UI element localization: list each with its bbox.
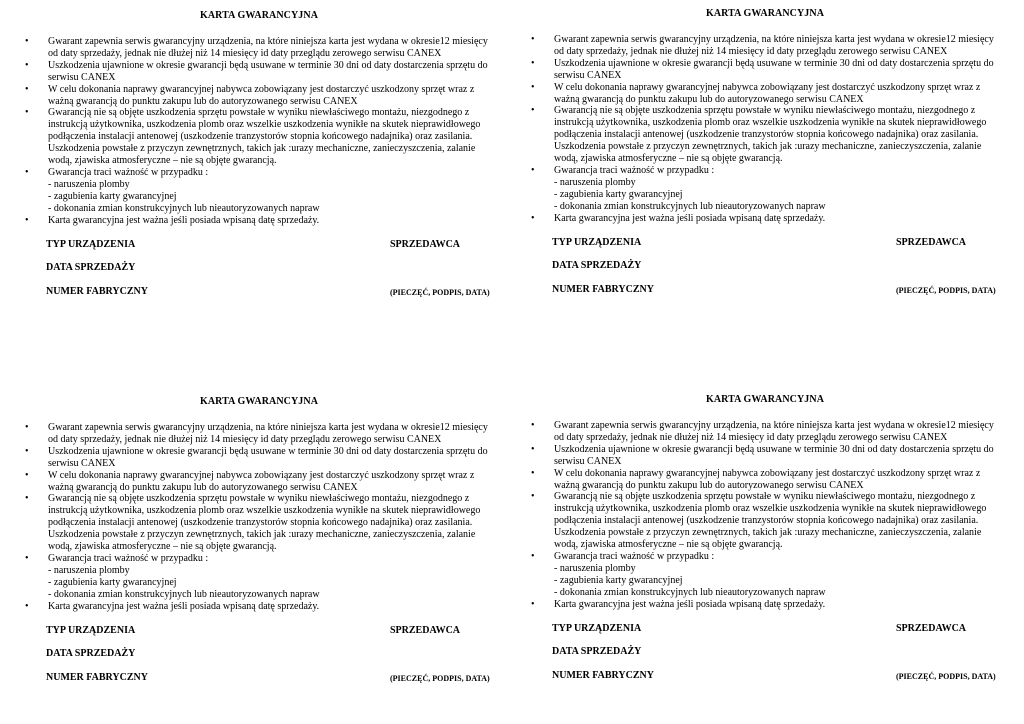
seller-label: SPRZEDAWCA: [896, 622, 967, 634]
warranty-fields: [24, 231, 494, 311]
bullet-icon: •: [531, 420, 535, 431]
warranty-term-item: [530, 165, 1000, 213]
warranty-term-line: wodą, zjawiska atmosferyczne – nie są objęte gwarancją.: [554, 539, 783, 551]
warranty-term-item: [24, 107, 494, 167]
warranty-term-line: Gwarancją nie są objęte uszkodzenia sprzętu powstałe w wyniku niewłaściwego montażu, niezgodnego z: [554, 105, 976, 117]
bullet-icon: •: [25, 469, 29, 481]
warranty-term-item: [24, 36, 494, 60]
bullet-icon: •: [531, 81, 535, 93]
sale-date-label: DATA SPRZEDAŻY: [46, 261, 136, 273]
bullet-icon: •: [531, 467, 535, 479]
bullet-icon: •: [531, 164, 535, 176]
stamp-signature-date-label: (PIECZĘĆ, PODPIS, DATA): [390, 287, 490, 297]
sale-date-label: DATA SPRZEDAŻY: [552, 259, 642, 271]
warranty-term-line: ważną gwarancją do punktu zakupu lub do autoryzowanego serwisu CANEX: [554, 479, 864, 491]
warranty-term-item: [530, 82, 1000, 106]
warranty-term-line: ważną gwarancją do punktu zakupu lub do autoryzowanego serwisu CANEX: [48, 95, 358, 107]
warranty-term-item: [24, 446, 494, 470]
warranty-term-line: - naruszenia plomby: [554, 176, 636, 188]
device-type-label: TYP URZĄDZENIA: [46, 238, 136, 250]
bullet-icon: •: [25, 600, 29, 612]
warranty-term-line: podłączenia instalacji antenowej (uszkodzenie tranzystorów stopnia końcowego nadajnika) oraz zasilania.: [554, 129, 979, 141]
bullet-icon: •: [25, 552, 29, 564]
warranty-terms-list: [24, 36, 494, 227]
warranty-term-line: Gwarant zapewnia serwis gwarancyjny urządzenia, na które niniejsza karta jest wydana w okresie12 miesięcy: [554, 34, 994, 45]
seller-label: SPRZEDAWCA: [896, 236, 967, 248]
bullet-icon: •: [25, 214, 29, 226]
warranty-term-item: [24, 167, 494, 215]
warranty-term-item: [24, 470, 494, 494]
warranty-card: [24, 10, 494, 311]
serial-number-label: NUMER FABRYCZNY: [46, 671, 148, 683]
warranty-term-line: W celu dokonania naprawy gwarancyjnej nabywca zobowiązany jest dostarczyć uszkodzony sprzęt wraz z: [554, 467, 981, 479]
warranty-term-line: od daty sprzedaży, jednak nie dłużej niż 14 miesięcy id daty przeglądu zerowego serwisu CANEX: [48, 433, 442, 445]
warranty-term-line: - zagubienia karty gwarancyjnej: [554, 188, 683, 200]
warranty-term-line: Karta gwarancyjna jest ważna jeśli posiada wpisaną datę sprzedaży.: [48, 600, 320, 612]
warranty-term-item: [530, 491, 1000, 551]
sale-date-label: DATA SPRZEDAŻY: [552, 645, 642, 657]
bullet-icon: •: [531, 105, 535, 117]
warranty-term-line: instrukcją użytkownika, uszkodzenia plomb oraz wszelkie uszkodzenia wynikłe na skutek nieprawidłowego: [554, 503, 987, 515]
device-type-label: TYP URZĄDZENIA: [552, 236, 642, 248]
warranty-term-line: - dokonania zmian konstrukcyjnych lub nieautoryzowanych napraw: [554, 586, 826, 598]
serial-number-label: NUMER FABRYCZNY: [552, 669, 654, 681]
warranty-term-item: [530, 599, 1000, 611]
warranty-term-item: [530, 34, 1000, 58]
warranty-term-item: [24, 553, 494, 601]
warranty-term-line: Uszkodzenia ujawnione w okresie gwarancji będą usuwane w terminie 30 dni od daty dostarczenia sprzętu do: [554, 57, 994, 69]
warranty-term-line: Gwarancją nie są objęte uszkodzenia sprzętu powstałe w wyniku niewłaściwego montażu, niezgodnego z: [554, 491, 976, 503]
bullet-icon: •: [25, 166, 29, 178]
bullet-icon: •: [25, 493, 29, 505]
warranty-term-line: W celu dokonania naprawy gwarancyjnej nabywca zobowiązany jest dostarczyć uszkodzony sprzęt wraz z: [48, 83, 475, 95]
warranty-term-line: serwisu CANEX: [554, 455, 622, 467]
warranty-term-line: Karta gwarancyjna jest ważna jeśli posiada wpisaną datę sprzedaży.: [554, 598, 826, 610]
warranty-term-line: - dokonania zmian konstrukcyjnych lub nieautoryzowanych napraw: [48, 588, 320, 600]
warranty-term-line: instrukcją użytkownika, uszkodzenia plomb oraz wszelkie uszkodzenia wynikłe na skutek nieprawidłowego: [554, 117, 987, 129]
warranty-term-line: od daty sprzedaży, jednak nie dłużej niż 14 miesięcy id daty przeglądu zerowego serwisu CANEX: [554, 45, 948, 57]
card-title: KARTA GWARANCYJNA: [705, 8, 825, 19]
seller-label: SPRZEDAWCA: [390, 238, 461, 250]
serial-number-label: NUMER FABRYCZNY: [46, 285, 148, 297]
warranty-term-line: ważną gwarancją do punktu zakupu lub do autoryzowanego serwisu CANEX: [554, 93, 864, 105]
warranty-card: [24, 396, 494, 697]
warranty-fields: [24, 617, 494, 697]
warranty-term-line: od daty sprzedaży, jednak nie dłużej niż 14 miesięcy id daty przeglądu zerowego serwisu CANEX: [554, 431, 948, 443]
serial-number-label: NUMER FABRYCZNY: [552, 283, 654, 295]
warranty-term-item: [530, 105, 1000, 165]
warranty-term-line: - dokonania zmian konstrukcyjnych lub nieautoryzowanych napraw: [48, 202, 320, 214]
stamp-signature-date-label: (PIECZĘĆ, PODPIS, DATA): [896, 671, 996, 681]
warranty-term-line: serwisu CANEX: [554, 69, 622, 81]
stamp-signature-date-label: (PIECZĘĆ, PODPIS, DATA): [390, 673, 490, 683]
card-title: KARTA GWARANCYJNA: [705, 394, 825, 405]
warranty-term-line: Gwarant zapewnia serwis gwarancyjny urządzenia, na które niniejsza karta jest wydana w okresie12 miesięcy: [48, 36, 488, 47]
warranty-term-line: Gwarancja traci ważność w przypadku :: [554, 164, 715, 176]
bullet-icon: •: [25, 36, 29, 47]
warranty-term-line: W celu dokonania naprawy gwarancyjnej nabywca zobowiązany jest dostarczyć uszkodzony sprzęt wraz z: [554, 81, 981, 93]
sale-date-label: DATA SPRZEDAŻY: [46, 647, 136, 659]
warranty-term-item: [24, 60, 494, 84]
warranty-term-line: Gwarancją nie są objęte uszkodzenia sprzętu powstałe w wyniku niewłaściwego montażu, niezgodnego z: [48, 493, 470, 505]
bullet-icon: •: [25, 445, 29, 457]
card-title: KARTA GWARANCYJNA: [199, 10, 319, 21]
warranty-terms-list: [530, 34, 1000, 225]
warranty-term-line: serwisu CANEX: [48, 71, 116, 83]
warranty-term-line: podłączenia instalacji antenowej (uszkodzenie tranzystorów stopnia końcowego nadajnika) oraz zasilania.: [554, 515, 979, 527]
warranty-term-item: [24, 84, 494, 108]
warranty-term-line: - dokonania zmian konstrukcyjnych lub nieautoryzowanych napraw: [554, 200, 826, 212]
warranty-term-line: podłączenia instalacji antenowej (uszkodzenie tranzystorów stopnia końcowego nadajnika) oraz zasilania.: [48, 131, 473, 143]
bullet-icon: •: [531, 443, 535, 455]
warranty-terms-list: [530, 420, 1000, 611]
warranty-term-line: - zagubienia karty gwarancyjnej: [554, 574, 683, 586]
warranty-term-line: Gwarancja traci ważność w przypadku :: [48, 166, 209, 178]
warranty-term-line: podłączenia instalacji antenowej (uszkodzenie tranzystorów stopnia końcowego nadajnika) oraz zasilania.: [48, 517, 473, 529]
warranty-term-line: - naruszenia plomby: [48, 178, 130, 190]
warranty-term-line: serwisu CANEX: [48, 457, 116, 469]
warranty-terms-list: [24, 422, 494, 613]
warranty-term-line: Gwarancją nie są objęte uszkodzenia sprzętu powstałe w wyniku niewłaściwego montażu, niezgodnego z: [48, 107, 470, 119]
bullet-icon: •: [25, 83, 29, 95]
bullet-icon: •: [531, 491, 535, 503]
warranty-term-line: ważną gwarancją do punktu zakupu lub do autoryzowanego serwisu CANEX: [48, 481, 358, 493]
warranty-term-item: [24, 601, 494, 613]
warranty-term-line: Uszkodzenia powstałe z przyczyn zewnętrznych, takich jak :urazy mechaniczne, zanieczyszczenia, zalanie: [48, 143, 476, 155]
bullet-icon: •: [25, 422, 29, 433]
warranty-term-line: Uszkodzenia powstałe z przyczyn zewnętrznych, takich jak :urazy mechaniczne, zanieczyszczenia, zalanie: [554, 141, 982, 153]
warranty-term-item: [530, 551, 1000, 599]
warranty-term-line: Uszkodzenia ujawnione w okresie gwarancji będą usuwane w terminie 30 dni od daty dostarczenia sprzętu do: [48, 59, 488, 71]
warranty-term-item: [530, 58, 1000, 82]
warranty-term-line: Uszkodzenia powstałe z przyczyn zewnętrznych, takich jak :urazy mechaniczne, zanieczyszczenia, zalanie: [48, 529, 476, 541]
warranty-term-line: - naruszenia plomby: [48, 564, 130, 576]
warranty-term-item: [530, 444, 1000, 468]
warranty-fields: [530, 615, 1000, 695]
card-title: KARTA GWARANCYJNA: [199, 396, 319, 407]
warranty-term-line: Gwarancja traci ważność w przypadku :: [554, 550, 715, 562]
bullet-icon: •: [531, 34, 535, 45]
device-type-label: TYP URZĄDZENIA: [46, 624, 136, 636]
warranty-term-item: [530, 468, 1000, 492]
warranty-term-item: [530, 420, 1000, 444]
warranty-term-line: Uszkodzenia ujawnione w okresie gwarancji będą usuwane w terminie 30 dni od daty dostarczenia sprzętu do: [554, 443, 994, 455]
warranty-term-line: Gwarancja traci ważność w przypadku :: [48, 552, 209, 564]
bullet-icon: •: [531, 550, 535, 562]
warranty-term-item: [530, 213, 1000, 225]
warranty-term-item: [24, 493, 494, 553]
warranty-card: [530, 394, 1000, 695]
warranty-term-line: od daty sprzedaży, jednak nie dłużej niż 14 miesięcy id daty przeglądu zerowego serwisu CANEX: [48, 47, 442, 59]
bullet-icon: •: [25, 107, 29, 119]
warranty-term-line: - naruszenia plomby: [554, 562, 636, 574]
warranty-term-line: Karta gwarancyjna jest ważna jeśli posiada wpisaną datę sprzedaży.: [554, 212, 826, 224]
warranty-term-line: wodą, zjawiska atmosferyczne – nie są objęte gwarancją.: [48, 541, 277, 553]
stamp-signature-date-label: (PIECZĘĆ, PODPIS, DATA): [896, 285, 996, 295]
warranty-term-item: [24, 215, 494, 227]
warranty-term-line: Gwarant zapewnia serwis gwarancyjny urządzenia, na które niniejsza karta jest wydana w okresie12 miesięcy: [48, 422, 488, 433]
bullet-icon: •: [531, 598, 535, 610]
warranty-term-line: - zagubienia karty gwarancyjnej: [48, 576, 177, 588]
warranty-term-item: [24, 422, 494, 446]
warranty-term-line: Uszkodzenia powstałe z przyczyn zewnętrznych, takich jak :urazy mechaniczne, zanieczyszczenia, zalanie: [554, 527, 982, 539]
warranty-term-line: wodą, zjawiska atmosferyczne – nie są objęte gwarancją.: [554, 153, 783, 165]
seller-label: SPRZEDAWCA: [390, 624, 461, 636]
warranty-term-line: wodą, zjawiska atmosferyczne – nie są objęte gwarancją.: [48, 155, 277, 167]
warranty-term-line: Gwarant zapewnia serwis gwarancyjny urządzenia, na które niniejsza karta jest wydana w okresie12 miesięcy: [554, 420, 994, 431]
warranty-term-line: W celu dokonania naprawy gwarancyjnej nabywca zobowiązany jest dostarczyć uszkodzony sprzęt wraz z: [48, 469, 475, 481]
bullet-icon: •: [531, 212, 535, 224]
warranty-term-line: Uszkodzenia ujawnione w okresie gwarancji będą usuwane w terminie 30 dni od daty dostarczenia sprzętu do: [48, 445, 488, 457]
warranty-term-line: - zagubienia karty gwarancyjnej: [48, 190, 177, 202]
bullet-icon: •: [25, 59, 29, 71]
device-type-label: TYP URZĄDZENIA: [552, 622, 642, 634]
warranty-term-line: instrukcją użytkownika, uszkodzenia plomb oraz wszelkie uszkodzenia wynikłe na skutek nieprawidłowego: [48, 505, 481, 517]
warranty-term-line: Karta gwarancyjna jest ważna jeśli posiada wpisaną datę sprzedaży.: [48, 214, 320, 226]
warranty-term-line: instrukcją użytkownika, uszkodzenia plomb oraz wszelkie uszkodzenia wynikłe na skutek nieprawidłowego: [48, 119, 481, 131]
bullet-icon: •: [531, 57, 535, 69]
warranty-card: [530, 8, 1000, 309]
warranty-fields: [530, 229, 1000, 309]
